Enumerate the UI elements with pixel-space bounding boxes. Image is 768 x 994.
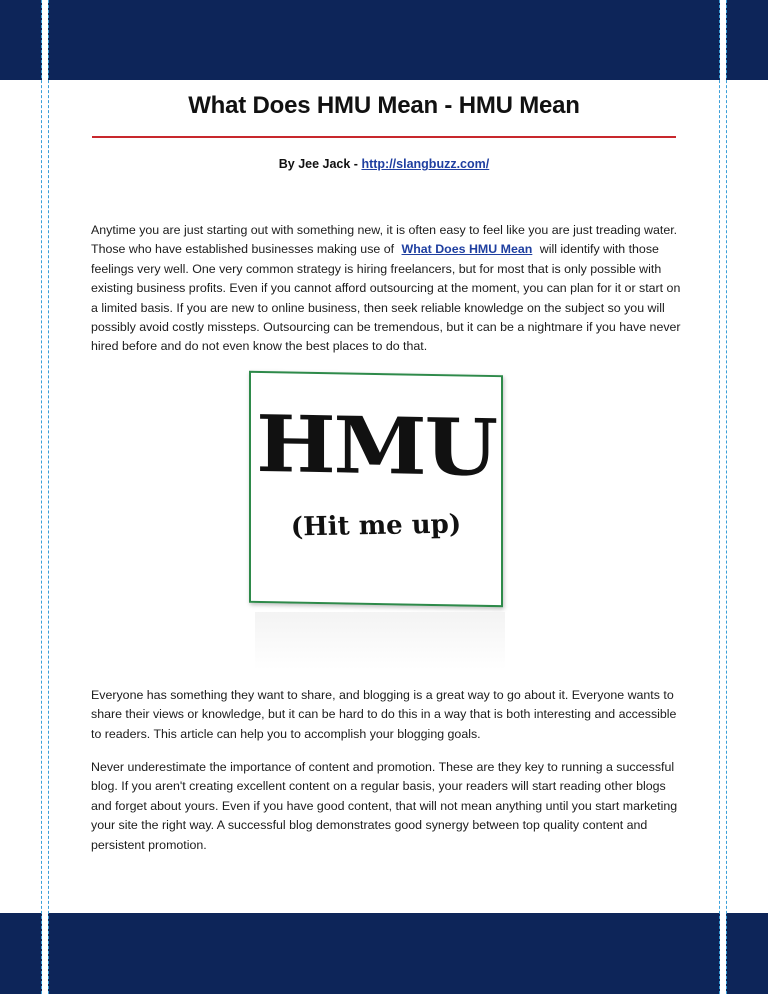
intro-text-before: Anytime you are just starting out with something new, it is often easy to feel like you are just treading water. Those who have established businesses making use of <box>91 223 678 257</box>
blogging-paragraph: Everyone has something they want to share, and blogging is a great way to go about it. Everyone wants to share their views or knowledge, but it can be hard to do this in a way that is both interesting and accessible to readers. This article can help you to accomplish your blogging goals. <box>91 688 677 741</box>
header-band <box>0 0 768 80</box>
right-border-dash-outer <box>726 0 727 994</box>
right-border-dash-inner <box>719 0 720 994</box>
left-border-dash-outer <box>41 0 42 994</box>
byline <box>92 157 676 171</box>
page-title: What Does HMU Mean - HMU Mean <box>188 92 580 119</box>
byline-author: By Jee Jack - <box>278 157 362 171</box>
hmu-image <box>249 371 503 607</box>
footer-band <box>0 913 768 994</box>
byline-source-link[interactable]: http://slangbuzz.com/ <box>361 157 490 171</box>
content-promotion-paragraph: Never underestimate the importance of content and promotion. These are they key to running a successful blog. If you aren't creating excellent content on a regular basis, your readers will start reading other blogs and forget about yours. Even if you have good content, that will not mean anything until you start marketing your site the right way. A successful blog demonstrates good synergy between top quality content and persistent promotion. <box>91 760 678 852</box>
intro-paragraph <box>91 221 681 357</box>
intro-text-after: will identify with those feelings very well. One very common strategy is hiring freelancers, but for most that is only possible with existing business profits. Even if you cannot afford outsourcing at the moment, you can plan for it or start on a limited basis. If you are new to online business, then seek reliable knowledge on the subject so you will possibly avoid costly missteps. Outsourcing can be tremendous, but it can be a nightmare if you have never hired before and do not even know the best places to do that. <box>91 242 681 354</box>
left-border-dash-inner <box>48 0 49 994</box>
title-divider <box>92 136 676 138</box>
hmu-image-sub-text: (Hit me up) <box>290 509 462 543</box>
hmu-image-reflection <box>255 612 505 670</box>
keyword-link[interactable]: What Does HMU Mean <box>401 242 533 257</box>
hmu-image-main-text: HMU <box>256 398 496 495</box>
